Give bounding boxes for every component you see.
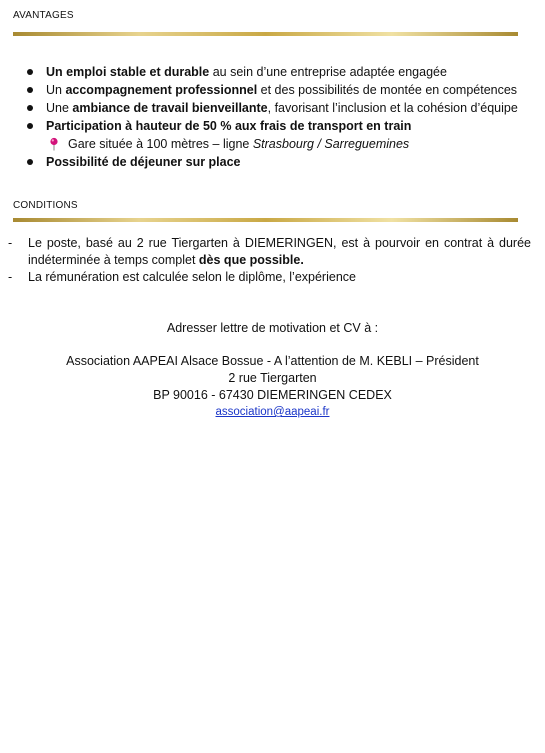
item-bold-text: Possibilité de déjeuner sur place [46,155,241,169]
list-item [24,63,529,81]
item-text: , favorisant l’inclusion et la cohésion d’équipe [267,101,518,115]
item-text: Un [46,83,66,97]
bullet-icon [27,123,33,129]
bullet-icon [27,87,33,93]
contact-address-line: Association AAPEAI Alsace Bossue - A l’attention de M. KEBLI – Président [66,354,479,368]
application-instructions: Adresser lettre de motivation et CV à : [166,321,379,335]
contact-email-row [0,403,545,421]
list-subitem [24,135,529,153]
item-bold-text: ambiance de travail bienveillante [72,101,268,115]
bullet-icon [27,105,33,111]
conditions-list [8,235,531,286]
avantages-divider [13,32,518,36]
condition-item [8,235,531,269]
list-item [24,81,529,99]
item-bold-text: Un emploi stable et durable [46,65,210,79]
conditions-heading: CONDITIONS [13,200,78,211]
item-text: et des possibilités de montée en compétences [257,83,518,97]
condition-item [8,269,531,286]
condition-text: Le poste, basé au 2 rue Tiergarten à DIEMERINGEN, est à pourvoir en contrat à durée indéterminée à temps complet [28,236,531,267]
subitem-text: Gare située à 100 mètres – ligne [68,137,253,151]
item-bold-text: Participation à hauteur de 50 % aux frais de transport en train [46,119,412,133]
bullet-icon [27,159,33,165]
contact-postal-line: BP 90016 - 67430 DIEMERINGEN CEDEX [153,388,392,402]
pin-icon [48,137,60,151]
avantages-heading: AVANTAGES [13,10,74,21]
dash-marker: - [8,270,13,284]
condition-bold-text: dès que possible. [198,253,304,267]
list-item [24,117,529,135]
condition-text: La rémunération est calculée selon le diplôme, l’expérience [28,270,356,284]
email-link[interactable]: association@aapeai.fr [215,406,330,418]
avantages-list [24,63,529,171]
list-item [24,99,529,117]
item-text: au sein d’une entreprise adaptée engagée [209,65,447,79]
bullet-icon [27,69,33,75]
contact-street-line: 2 rue Tiergarten [228,371,317,385]
dash-marker: - [8,236,13,250]
list-item [24,153,529,171]
item-text: Une [46,101,73,115]
subitem-italic-text: Strasbourg / Sarreguemines [252,137,410,151]
item-bold-text: accompagnement professionnel [65,83,258,97]
conditions-divider [13,218,518,222]
